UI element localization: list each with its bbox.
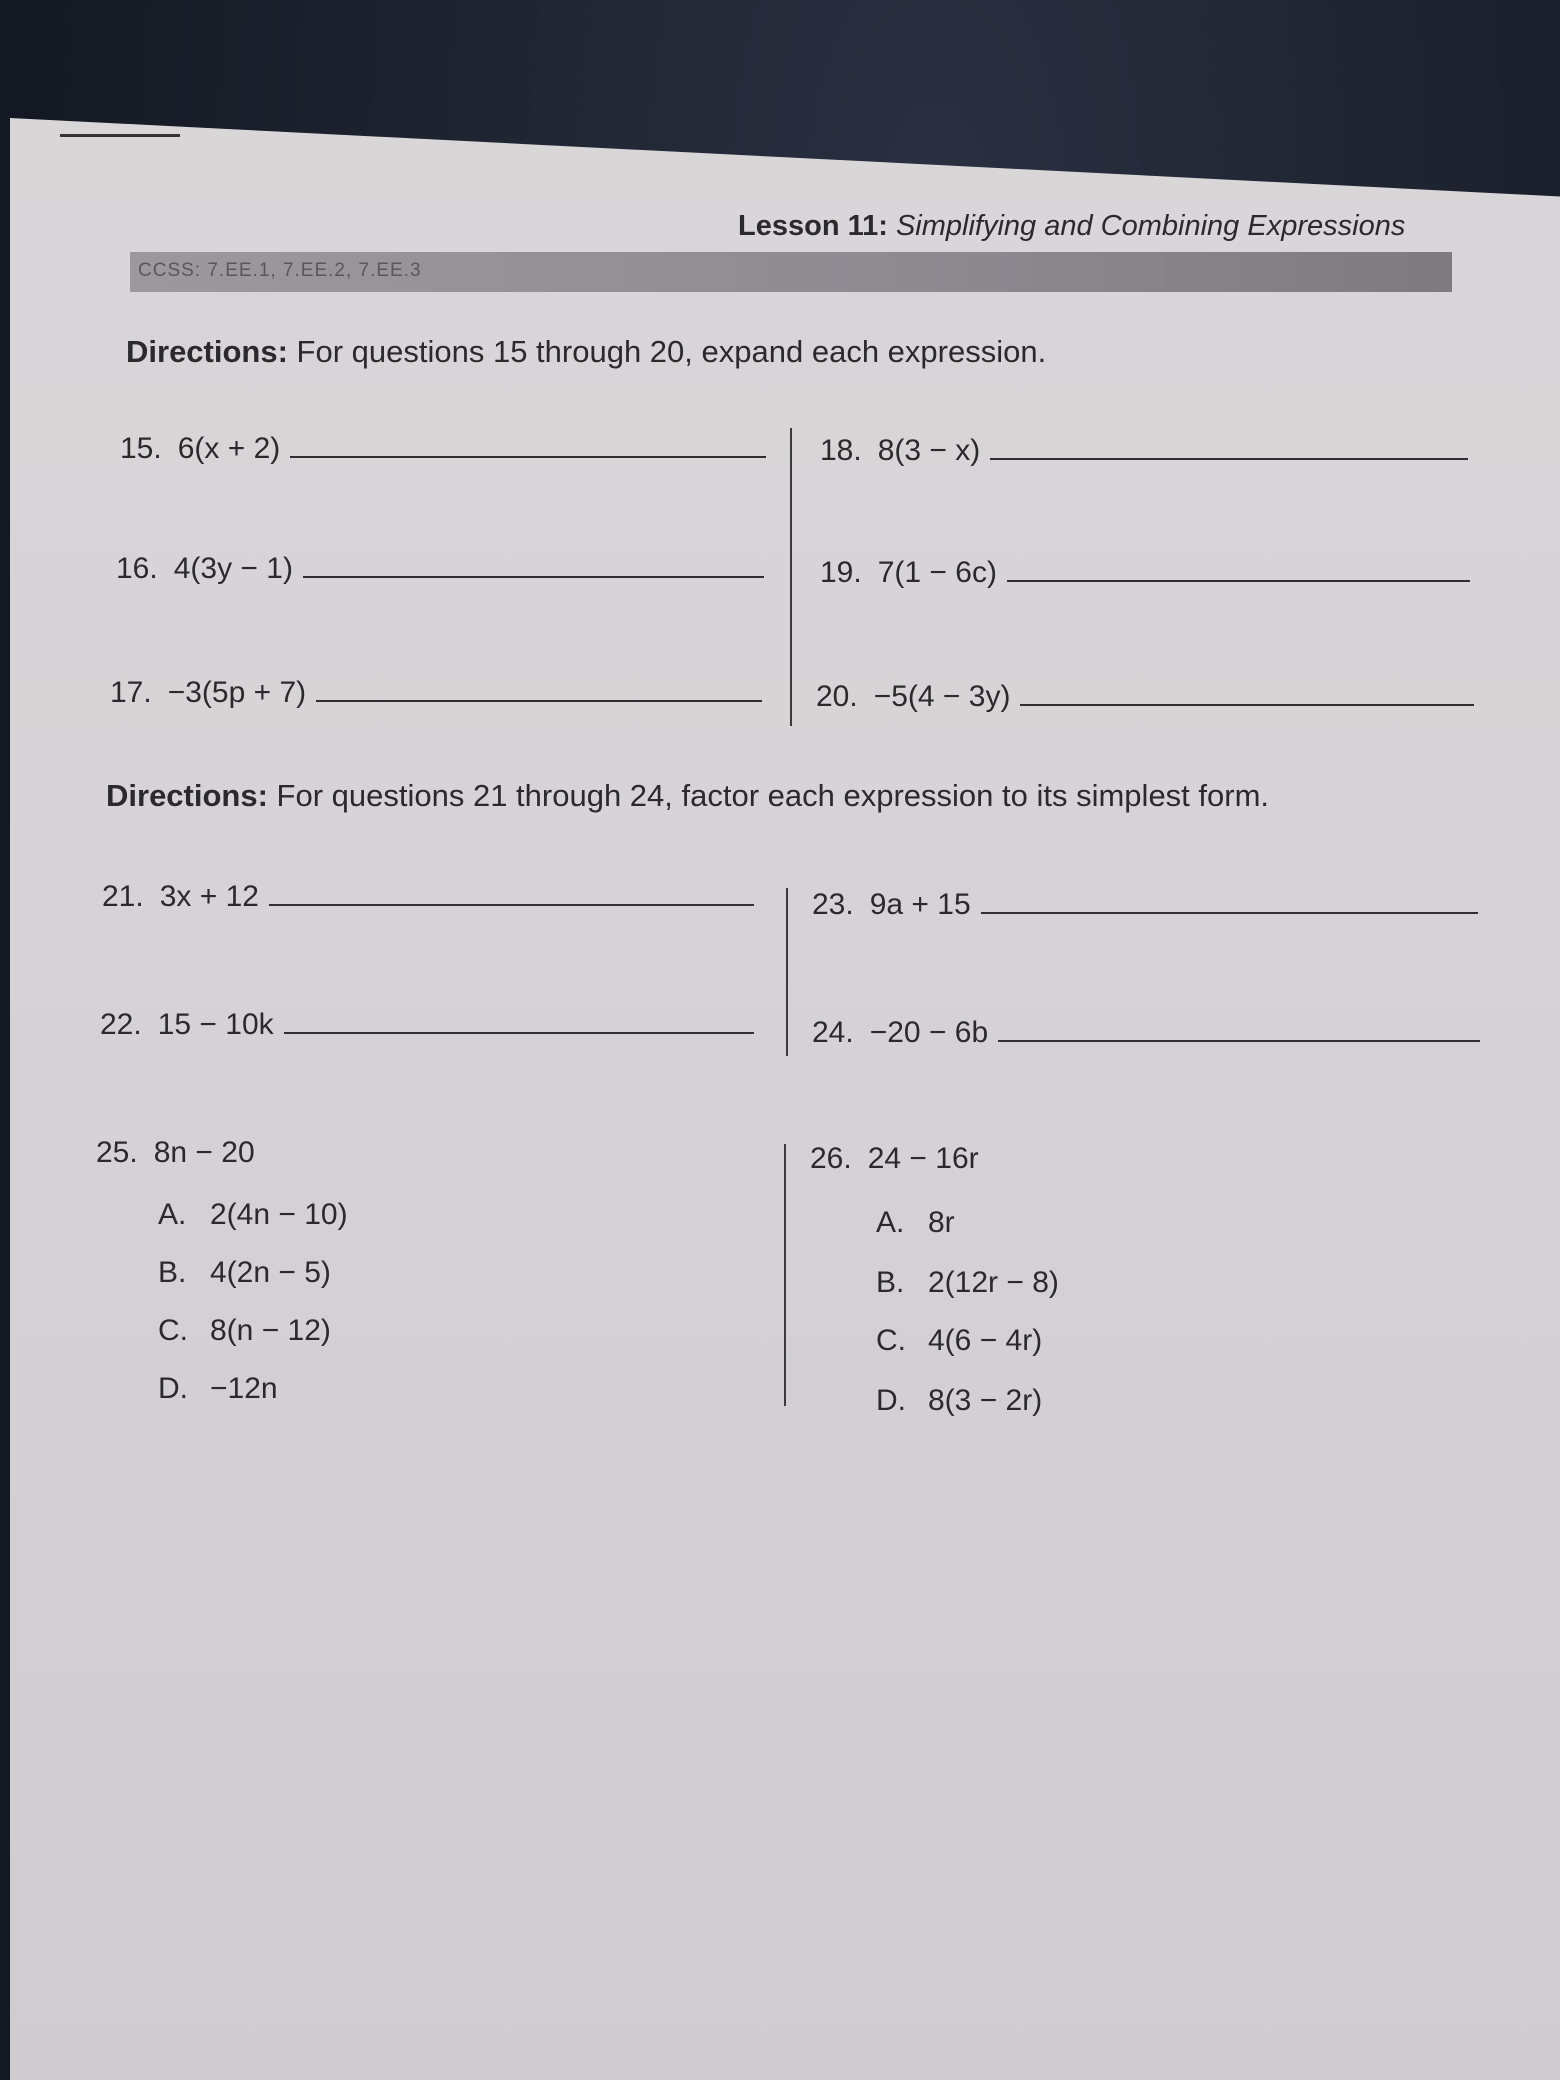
answer-line[interactable] <box>316 699 762 702</box>
question-expression: 3x + 12 <box>159 880 259 913</box>
answer-line[interactable] <box>269 903 754 906</box>
question-number: 21. <box>102 880 144 913</box>
question-expression: 6(x + 2) <box>177 432 281 465</box>
question-number: 26. <box>810 1142 852 1175</box>
choice-26-c[interactable] <box>876 1324 1042 1358</box>
directions-text: For questions 15 through 20, expand each expression. <box>287 334 1047 369</box>
directions-label: Directions: <box>106 778 268 813</box>
choice-letter: B. <box>158 1256 187 1289</box>
choice-letter: A. <box>876 1206 905 1239</box>
choice-letter: C. <box>876 1324 906 1357</box>
choice-26-a[interactable] <box>876 1206 955 1240</box>
choice-text: 2(12r − 8) <box>928 1266 1059 1299</box>
question-number: 22. <box>100 1008 142 1041</box>
choice-letter: B. <box>876 1266 905 1299</box>
lesson-number: Lesson 11: <box>738 210 888 242</box>
answer-line[interactable] <box>981 911 1478 914</box>
choice-text: 4(2n − 5) <box>210 1256 331 1289</box>
question-expression: −5(4 − 3y) <box>873 680 1011 713</box>
choice-letter: A. <box>158 1198 187 1231</box>
choice-letter: D. <box>876 1384 906 1417</box>
question-17 <box>110 676 762 710</box>
question-18 <box>820 434 1468 468</box>
question-24 <box>812 1016 1480 1050</box>
question-expression: 15 − 10k <box>157 1008 274 1041</box>
worksheet-paper <box>10 118 1560 2080</box>
choice-26-d[interactable] <box>876 1384 1042 1418</box>
question-20 <box>816 680 1474 714</box>
answer-line[interactable] <box>1007 579 1470 582</box>
choice-25-b[interactable] <box>158 1256 331 1290</box>
question-expression: 7(1 − 6c) <box>877 556 997 589</box>
question-expression: −3(5p + 7) <box>167 676 307 709</box>
choice-letter: D. <box>158 1372 188 1405</box>
column-divider <box>784 1144 786 1406</box>
question-22 <box>100 1008 754 1042</box>
choice-text: 8r <box>928 1206 955 1239</box>
answer-line[interactable] <box>990 457 1468 460</box>
question-21 <box>102 880 754 914</box>
question-number: 20. <box>816 680 858 713</box>
answer-line[interactable] <box>290 455 766 458</box>
directions-expand <box>126 334 1046 370</box>
directions-label: Directions: <box>126 334 288 369</box>
question-number: 23. <box>812 888 854 921</box>
question-25 <box>96 1136 255 1170</box>
question-19 <box>820 556 1470 590</box>
question-16 <box>116 552 764 586</box>
question-26 <box>810 1142 979 1176</box>
question-23 <box>812 888 1478 922</box>
choice-letter: C. <box>158 1314 188 1347</box>
choice-25-a[interactable] <box>158 1198 348 1232</box>
choice-25-d[interactable] <box>158 1372 278 1406</box>
directions-factor <box>106 778 1269 814</box>
question-expression: −20 − 6b <box>869 1016 989 1049</box>
ccss-standards: CCSS: 7.EE.1, 7.EE.2, 7.EE.3 <box>138 260 422 281</box>
top-rule <box>60 134 180 137</box>
directions-text: For questions 21 through 24, factor each expression to its simplest form. <box>267 778 1270 813</box>
question-number: 24. <box>812 1016 854 1049</box>
choice-text: −12n <box>210 1372 278 1405</box>
question-number: 15. <box>120 432 162 465</box>
ccss-banner <box>130 252 1452 292</box>
question-15 <box>120 432 766 466</box>
question-expression: 8n − 20 <box>153 1136 255 1169</box>
lesson-header <box>738 210 1458 243</box>
choice-text: 8(3 − 2r) <box>928 1384 1043 1417</box>
question-expression: 4(3y − 1) <box>173 552 293 585</box>
choice-text: 4(6 − 4r) <box>928 1324 1043 1357</box>
question-expression: 24 − 16r <box>867 1142 979 1175</box>
lesson-title: Simplifying and Combining Expressions <box>895 210 1406 242</box>
question-expression: 9a + 15 <box>869 888 971 921</box>
question-number: 25. <box>96 1136 138 1169</box>
question-number: 19. <box>820 556 862 589</box>
answer-line[interactable] <box>1020 703 1474 706</box>
answer-line[interactable] <box>998 1039 1480 1042</box>
choice-26-b[interactable] <box>876 1266 1059 1300</box>
answer-line[interactable] <box>303 575 764 578</box>
choice-text: 8(n − 12) <box>210 1314 331 1347</box>
choice-text: 2(4n − 10) <box>210 1198 348 1231</box>
question-number: 16. <box>116 552 158 585</box>
answer-line[interactable] <box>284 1031 754 1034</box>
choice-25-c[interactable] <box>158 1314 331 1348</box>
question-number: 18. <box>820 434 862 467</box>
question-number: 17. <box>110 676 152 709</box>
question-expression: 8(3 − x) <box>877 434 981 467</box>
column-divider <box>786 888 788 1056</box>
column-divider <box>790 428 792 726</box>
